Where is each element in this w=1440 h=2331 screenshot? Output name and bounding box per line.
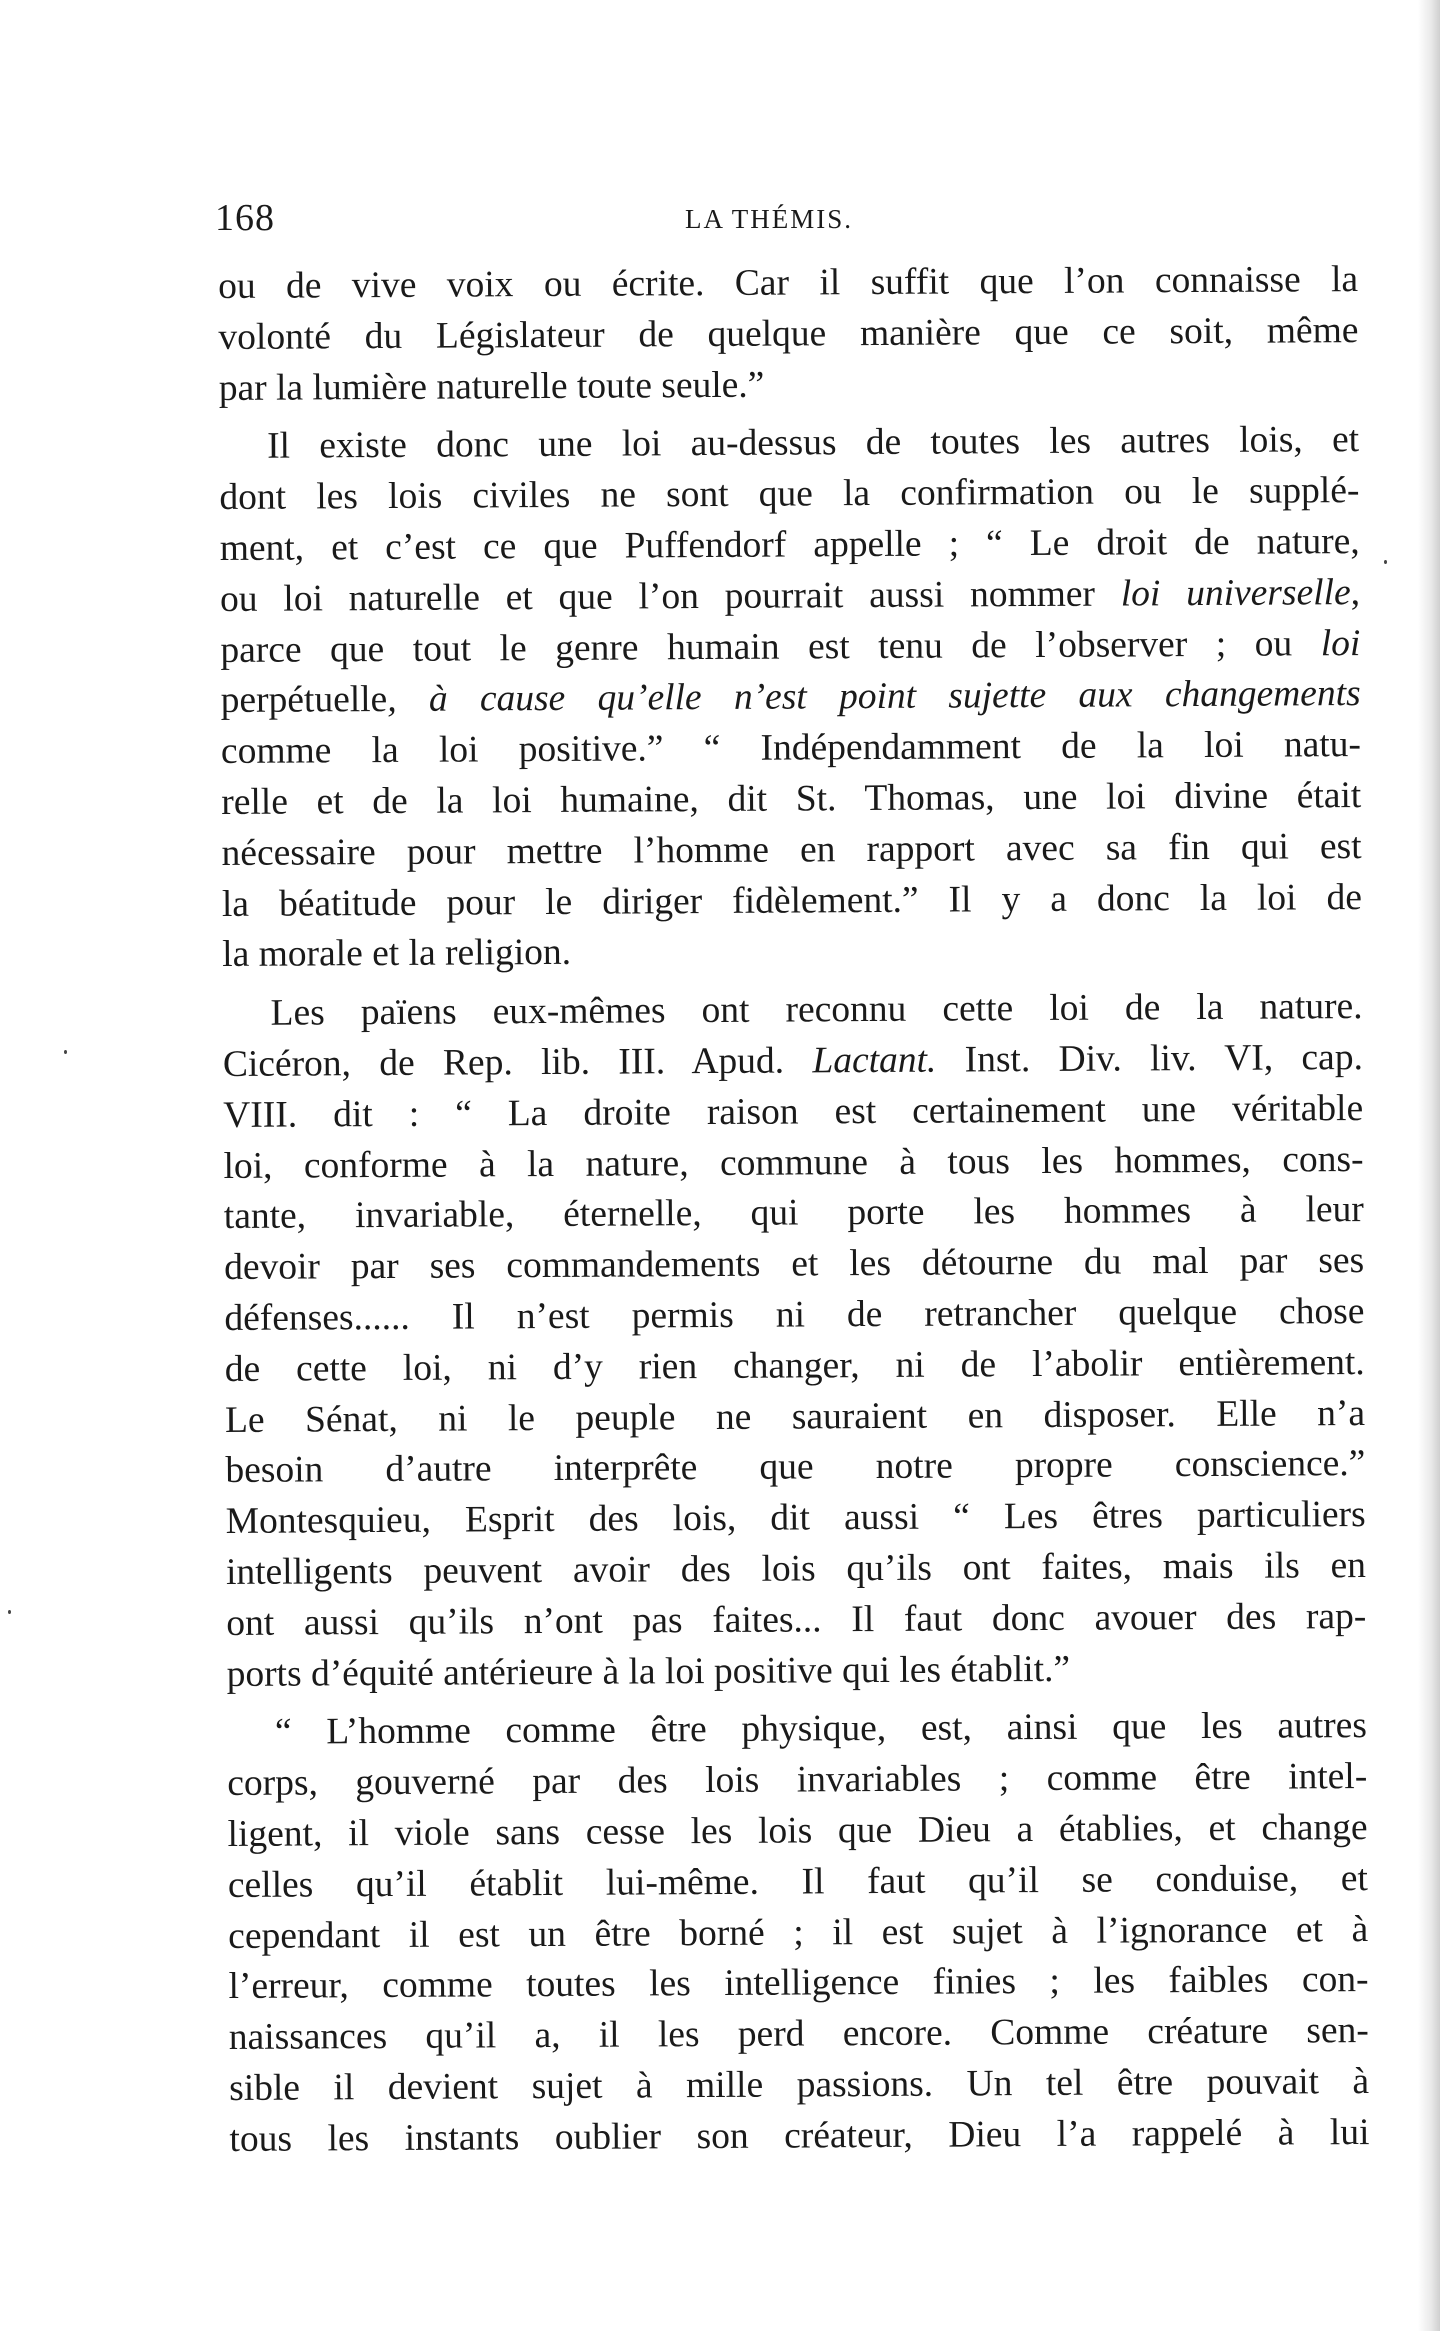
scan-speck — [1384, 560, 1387, 564]
paragraph — [218, 255, 1359, 414]
text-line: devoir par ses commandements et les détourne du mal par ses — [224, 1240, 1365, 1289]
page-number: 168 — [215, 197, 275, 239]
page-header — [215, 196, 1365, 246]
text-line: corps, gouverné par des lois invariables ; comme être intel- — [227, 1756, 1368, 1805]
text-line: relle et de la loi humaine, dit St. Thomas, une loi divine était — [221, 774, 1362, 823]
paragraph — [227, 1701, 1370, 2165]
text-line: l’erreur, comme toutes les intelligence finies ; les faibles con- — [228, 1959, 1369, 2008]
text-line: naissances qu’il a, il les perd encore. Comme créature sen- — [228, 2010, 1369, 2059]
text-line: ligent, il viole sans cesse les lois que Dieu a établies, et change — [227, 1806, 1368, 1855]
page-edge-shadow — [1418, 0, 1440, 2331]
text-line: ou de vive voix ou écrite. Car il suffit que l’on connaisse la — [218, 259, 1359, 307]
text-line: ou loi naturelle et que l’on pourrait aussi nommer loi universelle, — [219, 571, 1361, 620]
paragraph — [222, 982, 1366, 1700]
text-line: Les païens eux-mêmes ont reconnu cette loi de la nature. — [270, 986, 1363, 1034]
text-line: volonté du Législateur de quelque manière que ce soit, même — [218, 309, 1359, 358]
body-text — [218, 255, 1370, 2165]
text-line: loi, conforme à la nature, commune à tous les hommes, cons- — [223, 1138, 1364, 1187]
text-line: la béatitude pour le diriger fidèlement.” Il y a donc la loi de — [221, 876, 1363, 925]
italic-term: Lactant. — [812, 1039, 937, 1082]
paragraph — [219, 415, 1362, 981]
text-line: ports d’équité antérieure à la loi positive qui les établit.” — [226, 1648, 1071, 1695]
text-line: intelligents peuvent avoir des lois qu’ils ont faites, mais ils en — [225, 1544, 1367, 1593]
text-line: défenses...... Il n’est permis ni de retrancher quelque chose — [224, 1290, 1365, 1339]
text-line: “ L’homme comme être physique, est, ainsi que les autres — [274, 1705, 1368, 1753]
text-line: cependant il est un être borné ; il est sujet à l’ignorance et à — [228, 1908, 1369, 1957]
text-line: Cicéron, de Rep. lib. III. Apud. Lactant. Inst. Div. liv. VI, cap. — [222, 1036, 1364, 1085]
text-line: tante, invariable, éternelle, qui porte les hommes à leur — [223, 1189, 1364, 1238]
text-line: la morale et la religion. — [222, 932, 572, 976]
text-line: Montesquieu, Esprit des lois, dit aussi “ Les êtres particuliers — [225, 1494, 1366, 1543]
text-line: par la lumière naturelle toute seule.” — [218, 364, 765, 409]
italic-term: loi universelle — [1120, 571, 1351, 615]
text-line: comme la loi positive.” “ Indépendamment de la loi natu- — [220, 724, 1362, 773]
text-line: dont les lois civiles ne sont que la confirmation ou le supplé- — [219, 470, 1360, 519]
text-line: Il existe donc une loi au-dessus de toutes les autres lois, et — [267, 419, 1360, 468]
italic-term: , à cause qu’elle n’est point sujette aux changements — [387, 673, 1361, 721]
text-line: ment, et c’est ce que Puffendorf appelle ; “ Le droit de nature, — [219, 521, 1360, 569]
running-title: LA THÉMIS. — [685, 204, 854, 234]
italic-term: loi — [1320, 622, 1361, 664]
scan-speck — [64, 1050, 67, 1054]
text-line: perpétuelle, à cause qu’elle n’est point sujette aux changements — [220, 673, 1361, 722]
text-line: tous les instants oublier son créateur, Dieu l’a rappelé à lui — [229, 2111, 1370, 2160]
text-line: Le Sénat, ni le peuple ne sauraient en disposer. Elle n’a — [224, 1392, 1366, 1441]
text-line: parce que tout le genre humain est tenu de l’observer ; ou loi — [220, 622, 1361, 671]
text-line: sible il devient sujet à mille passions. Un tel être pouvait à — [229, 2060, 1370, 2109]
text-line: celles qu’il établit lui-même. Il faut qu’il se conduise, et — [227, 1857, 1369, 1906]
scan-speck — [8, 1610, 11, 1614]
text-line: besoin d’autre interprête que notre propre conscience.” — [225, 1443, 1366, 1492]
text-line: ont aussi qu’ils n’ont pas faites... Il faut donc avouer des rap- — [226, 1595, 1367, 1644]
text-line: nécessaire pour mettre l’homme en rapport avec sa fin qui est — [221, 825, 1362, 874]
text-line: VIII. dit : “ La droite raison est certainement une véritable — [223, 1087, 1364, 1136]
text-line: de cette loi, ni d’y rien changer, ni de l’abolir entièrement. — [224, 1341, 1365, 1390]
